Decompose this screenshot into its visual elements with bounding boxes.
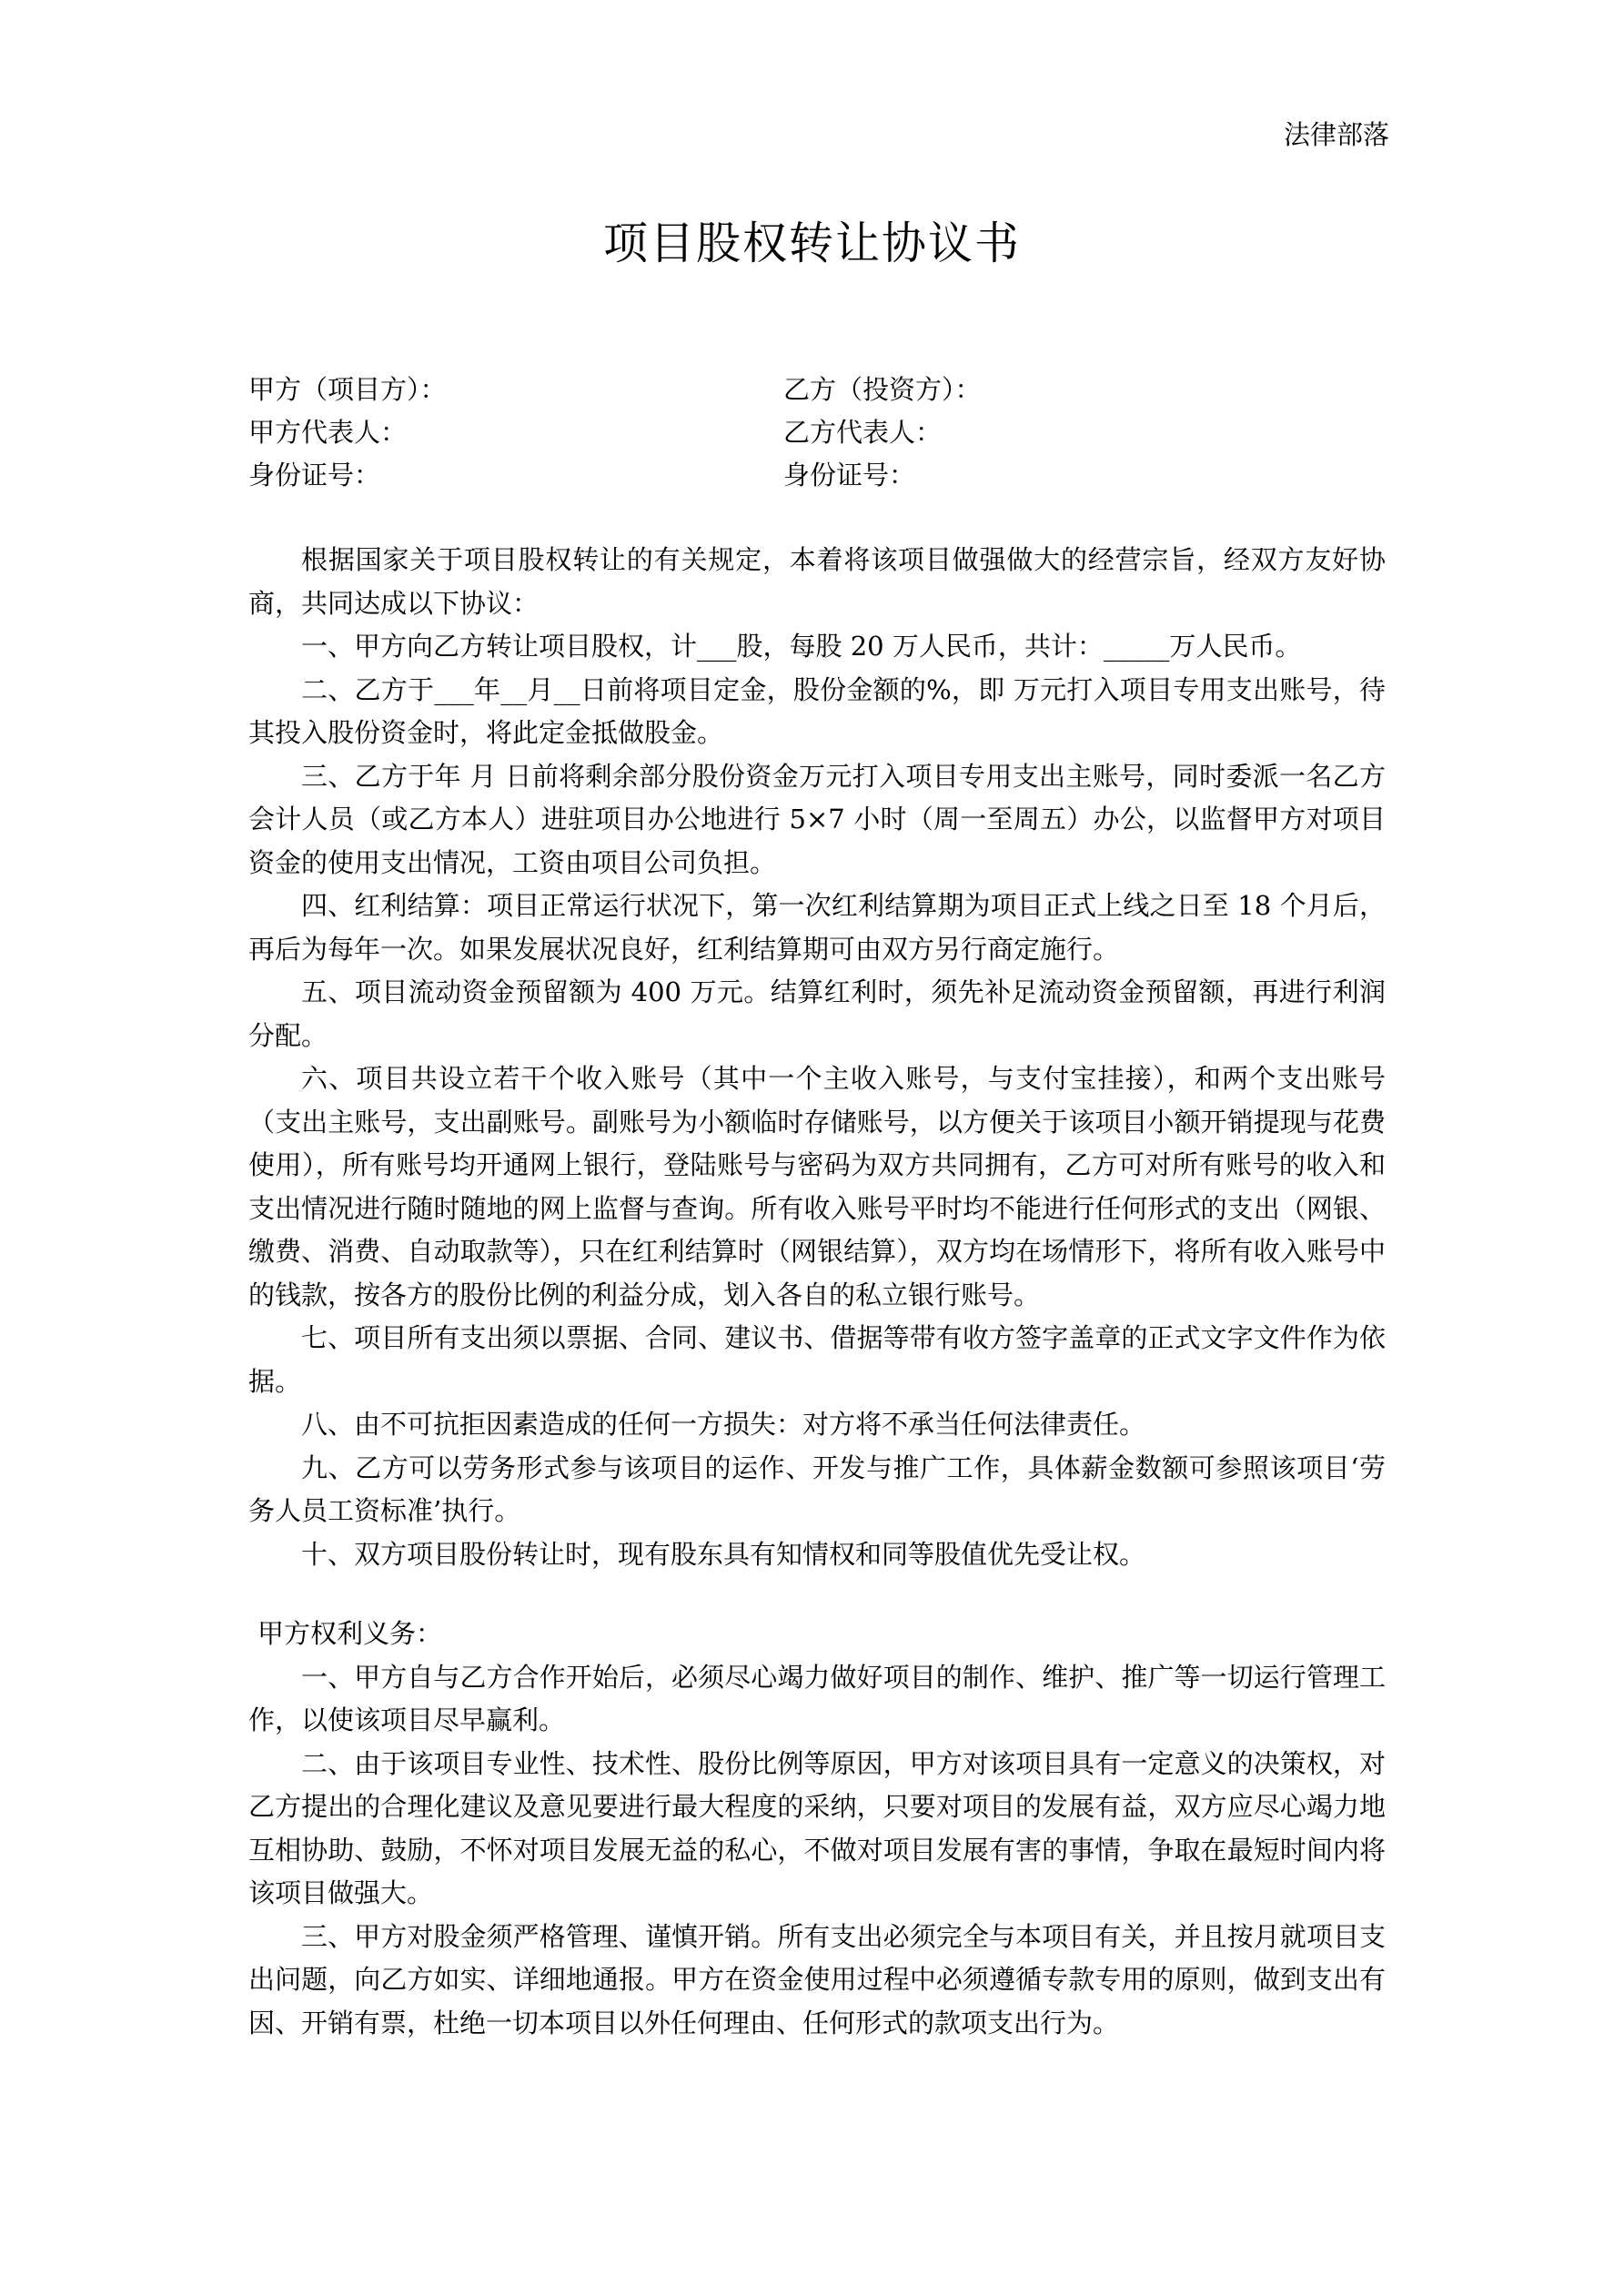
party-b-representative-field: 乙方代表人：: [783, 417, 943, 448]
clause-paragraph: 四、红利结算：项目正常运行状况下，第一次红利结算期为项目正式上线之日至 18 个月后，再后为每年一次。如果发展状况良好，红利结算期可由双方另行商定施行。: [248, 890, 1386, 965]
party-row: [248, 411, 1386, 454]
clause-paragraph: 二、乙方于___年__月__日前将项目定金，股份金额的%，即 万元打入项目专用支出账号，待其投入股份资金时，将此定金抵做股金。: [248, 673, 1386, 748]
clause-paragraph: 六、项目共设立若干个收入账号（其中一个主收入账号，与支付宝挂接），和两个支出账号（支出主账号，支出副账号。副账号为小额临时存储账号，以方便关于该项目小额开销提现与花费使用），所有账号均开通网上银行，登陆账号与密码为双方共同拥有，乙方可对所有账号的收入和支出情况进行随时随地的网上监督与查询。所有收入账号平时均不能进行任何形式的支出（网银、缴费、消费、自动取款等），只在红利结算时（网银结算），双方均在场情形下，将所有收入账号中的钱款，按各方的股份比例的利益分成，划入各自的私立银行账号。: [248, 1063, 1386, 1310]
party-b-id-field: 身份证号：: [783, 460, 916, 491]
clause-paragraph: 九、乙方可以劳务形式参与该项目的运作、开发与推广工作，具体薪金数额可参照该项目‘劳务人员工资标准’执行。: [248, 1451, 1386, 1526]
clause-paragraph: 三、乙方于年 月 日前将剩余部分股份资金万元打入项目专用支出主账号，同时委派一名乙方会计人员（或乙方本人）进驻项目办公地进行 5×7 小时（周一至周五）办公，以监督甲方对项目资金的使用支出情况，工资由项目公司负担。: [248, 760, 1386, 878]
source-label: 法律部落: [1283, 119, 1389, 150]
clause-paragraph: 五、项目流动资金预留额为 400 万元。结算红利时，须先补足流动资金预留额，再进行利润分配。: [248, 976, 1386, 1051]
agreement-body: [248, 539, 1386, 2045]
duty-paragraph: 二、由于该项目专业性、技术性、股份比例等原因，甲方对该项目具有一定意义的决策权，对乙方提出的合理化建议及意见要进行最大程度的采纳，只要对项目的发展有益，双方应尽心竭力地互相协助、鼓励，不怀对项目发展无益的私心，不做对项目发展有害的事情，争取在最短时间内将该项目做强大。: [248, 1747, 1386, 1908]
clause-paragraph: 八、由不可抗拒因素造成的任何一方损失：对方将不承当任何法律责任。: [301, 1409, 1146, 1440]
duty-paragraph: 三、甲方对股金须严格管理、谨慎开销。所有支出必须完全与本项目有关，并且按月就项目支出问题，向乙方如实、详细地通报。甲方在资金使用过程中必须遵循专款专用的原则，做到支出有因、开销有票，杜绝一切本项目以外任何理由、任何形式的款项支出行为。: [248, 1920, 1386, 2038]
clause-paragraph: 十、双方项目股份转让时，现有股东具有知情权和同等股值优先受让权。: [301, 1538, 1146, 1570]
section-spacer: [248, 1576, 1386, 1613]
party-info-block: [248, 369, 1386, 497]
duty-paragraph: 一、甲方自与乙方合作开始后，必须尽心竭力做好项目的制作、维护、推广等一切运行管理工作，以使该项目尽早赢利。: [248, 1661, 1386, 1735]
party-a-duties-heading: 甲方权利义务：: [257, 1618, 443, 1649]
party-b-name-field: 乙方（投资方）：: [783, 374, 982, 405]
party-a-representative-field: 甲方代表人：: [248, 417, 408, 448]
intro-paragraph: 根据国家关于项目股权转让的有关规定，本着将该项目做强做大的经营宗旨，经双方友好协商，共同达成以下协议：: [248, 544, 1386, 619]
party-a-name-field: 甲方（项目方）：: [248, 374, 447, 405]
party-row: [248, 369, 1386, 411]
party-row: [248, 454, 1386, 497]
party-a-id-field: 身份证号：: [248, 460, 381, 491]
clause-paragraph: 一、甲方向乙方转让项目股权，计___股，每股 20 万人民币，共计：_____万人民币。: [301, 631, 1302, 662]
document-title: 项目股权转让协议书: [602, 217, 1021, 269]
clause-paragraph: 七、项目所有支出须以票据、合同、建议书、借据等带有收方签字盖章的正式文字文件作为依据。: [248, 1322, 1386, 1397]
